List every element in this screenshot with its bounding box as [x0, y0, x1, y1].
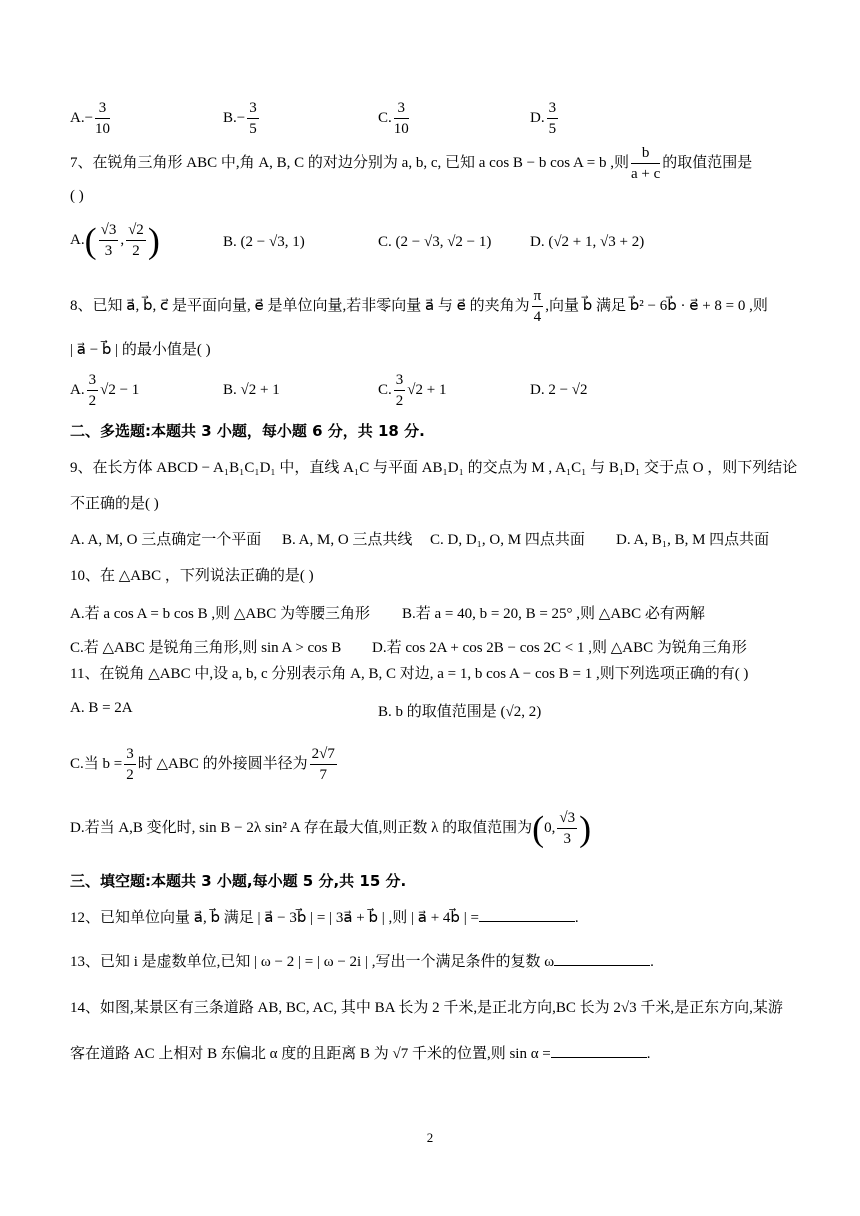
q11-option-a: A. B = 2A: [70, 700, 133, 716]
q7-paren: ( ): [70, 188, 84, 204]
q8-option-d: D. 2 − √2: [530, 382, 588, 398]
q12-answer-blank[interactable]: [479, 907, 575, 922]
q10-option-d: D.若 cos 2A + cos 2B − cos 2C < 1 ,则 △ABC 为锐角三角形: [372, 640, 747, 656]
q6-option-d: D. $\frac{3}{5}$: [530, 100, 557, 137]
q10-stem: 10、在 △ABC ，下列说法正确的是( ): [70, 568, 314, 584]
q9-stem: 9、在长方体 ABCD − A₁B₁C₁D₁ 中，直线 A₁C 与平面 AB₁D₁ 的交点为 M , A₁C₁ 与 B₁D₁ 交于点 O ，则下列结论: [70, 460, 798, 476]
q7-option-c: C. (2 − √3, √2 − 1): [378, 234, 492, 250]
q9-option-b: B. A, M, O 三点共线: [282, 532, 413, 548]
q9-stem-line2: 不正确的是( ): [70, 496, 159, 512]
page-number: 2: [426, 1130, 434, 1145]
q7-option-b: B. (2 − √3, 1): [223, 234, 305, 250]
q10-option-a: A.若 a cos A = b cos B ,则 △ABC 为等腰三角形: [70, 606, 371, 622]
q11-option-d: D.若当 A,B 变化时, sin B − 2λ sin² A 存在最大值,则正数 λ 的取值范围为(0, $\frac{√3}{3}$ ): [70, 808, 592, 849]
section-3-heading: 三、填空题:本题共 3 小题,每小题 5 分,共 15 分.: [70, 872, 407, 890]
q7-stem: 7、在锐角三角形 ABC 中,角 A, B, C 的对边分别为 a, b, c, 已知 a cos B − b cos A = b ,则 $\frac{b}{a + c}$ 的取值范围是: [70, 145, 753, 182]
q6-option-c: C. $\frac{3}{10}$: [378, 100, 409, 137]
q14-answer-blank[interactable]: [551, 1043, 647, 1058]
q10-option-c: C.若 △ABC 是锐角三角形,则 sin A > cos B: [70, 640, 342, 656]
q14-stem: 14、如图,某景区有三条道路 AB, BC, AC, 其中 BA 长为 2 千米,是正北方向,BC 长为 2√3 千米,是正东方向,某游: [70, 1000, 783, 1016]
q8-option-a: A. $\frac{3}{2}$ √2 − 1: [70, 372, 140, 409]
q6-option-b: B.− $\frac{3}{5}$: [223, 100, 257, 137]
q13-stem: 13、已知 i 是虚数单位,已知 | ω − 2 | = | ω − 2i | ,写出一个满足条件的复数 ω .: [70, 950, 800, 971]
q8-stem: 8、已知 a⃗, b⃗, c⃗ 是平面向量, e⃗ 是单位向量,若非零向量 a⃗ 与 e⃗ 的夹角为 $\frac{\pi}{4}$ ,向量 b⃗ 满足 b⃗² − 6b⃗ · e⃗ + 8 = 0 ,则: [70, 288, 768, 325]
section-2-heading: 二、多选题:本题共 3 小题，每小题 6 分，共 18 分.: [70, 422, 425, 440]
q6-option-a: A.− $\frac{3}{10}$: [70, 100, 111, 137]
q10-option-b: B.若 a = 40, b = 20, B = 25° ,则 △ABC 必有两解: [402, 606, 705, 622]
q9-option-a: A. A, M, O 三点确定一个平面: [70, 532, 262, 548]
q11-option-b: B. b 的取值范围是 (√2, 2): [378, 704, 542, 720]
q7-option-a: A.( $\frac{√3}{3}$ , $\frac{√2}{2}$ ): [70, 220, 160, 261]
q9-option-d: D. A, B₁, B, M 四点共面: [616, 532, 770, 548]
q8-stem-line2: | a⃗ − b⃗ | 的最小值是( ): [70, 342, 211, 358]
q12-stem: 12、已知单位向量 a⃗, b⃗ 满足 | a⃗ − 3b⃗ | = | 3a⃗ + b⃗ | ,则 | a⃗ + 4b⃗ | = .: [70, 906, 800, 927]
q8-option-c: C. $\frac{3}{2}$ √2 + 1: [378, 372, 447, 409]
q8-option-b: B. √2 + 1: [223, 382, 280, 398]
q14-stem-line2: 客在道路 AC 上相对 B 东偏北 α 度的且距离 B 为 √7 千米的位置,则 sin α = .: [70, 1042, 800, 1063]
q7-option-d: D. (√2 + 1, √3 + 2): [530, 234, 645, 250]
q11-option-c: C.当 b = $\frac{3}{2}$ 时 △ABC 的外接圆半径为 $\frac{2√7}{7}$: [70, 746, 335, 783]
q11-stem: 11、在锐角 △ABC 中,设 a, b, c 分别表示角 A, B, C 对边, a = 1, b cos A − cos B = 1 ,则下列选项正确的有( ): [70, 666, 749, 682]
q9-option-c: C. D, D₁, O, M 四点共面: [430, 532, 585, 548]
q13-answer-blank[interactable]: [554, 951, 650, 966]
